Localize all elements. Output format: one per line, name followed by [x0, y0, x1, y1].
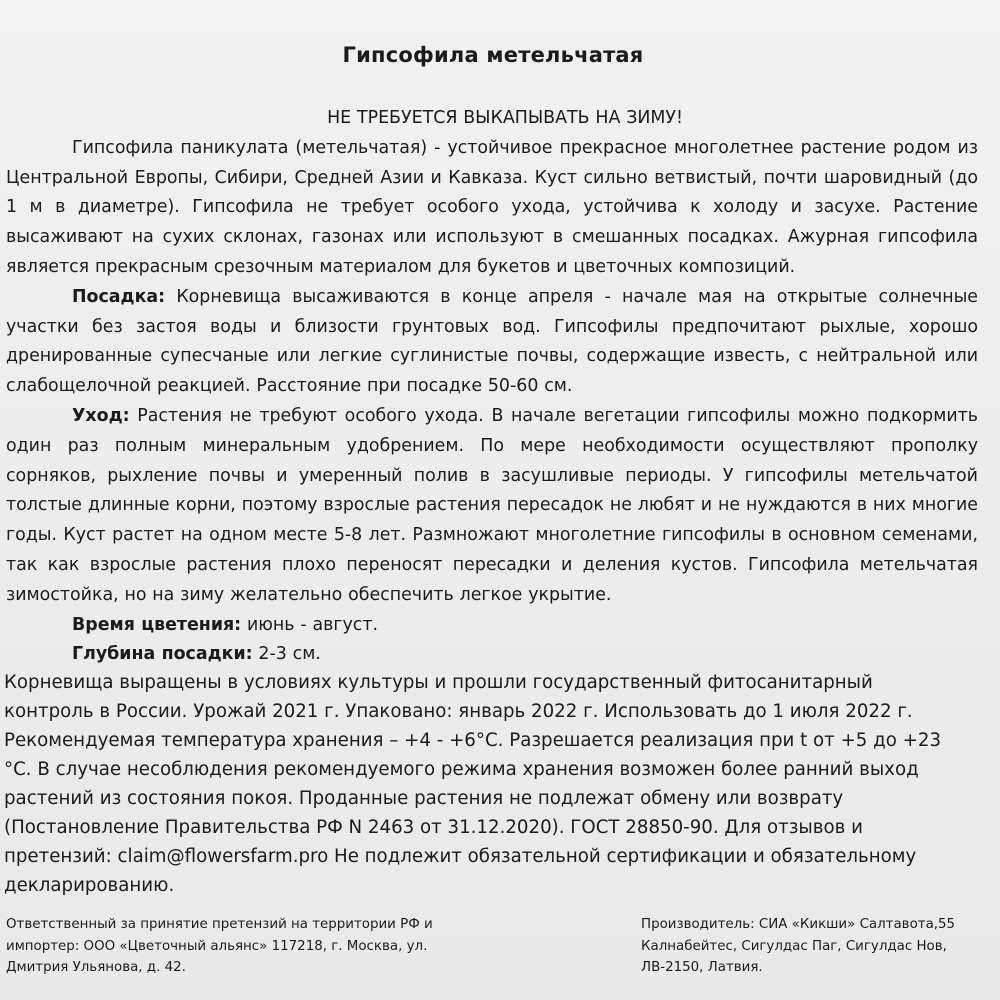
care-paragraph	[6, 402, 978, 611]
depth-row	[6, 640, 978, 670]
legal-paragraph: Корневища выращены в условиях культуры и прошли государственный фитосанитарный контроль в России. Урожай 2021 г. Упаковано: январь 2022 г. Использовать до 1 июля 2022 г. Рекомендуемая температура хранения – +4 - +6°С. Разрешается реализация при t от +5 до +23 °С. В случае несоблюдения рекомендуемого режима хранения возможен более ранний выход растений из состояния покоя. Проданные растения не подлежат обмену или возврату (Постановление Правительства РФ N 2463 от 31.12.2020). ГОСТ 28850-90. Для отзывов и претензий: claim@flowersfarm.pro Не подлежит обязательной сертификации и обязательному декларированию.	[4, 672, 942, 896]
manufacturer-info: Производитель: СИА «Кикши» Салтавота,55 Калнабейтес, Сигулдас Паг, Сигулдас Нов, ЛВ-2150, Латвия.	[641, 917, 956, 975]
winter-notice: НЕ ТРЕБУЕТСЯ ВЫКАПЫВАТЬ НА ЗИМУ!	[327, 108, 683, 128]
planting-paragraph	[6, 283, 978, 402]
depth-value: 2-3 см.	[258, 644, 321, 665]
bloom-row	[6, 611, 978, 641]
page-title: Гипсофила метельчатая	[342, 43, 644, 67]
care-text: Растения не требуют особого ухода. В начале вегетации гипсофилы можно подкормить один раз полным минеральным удобрением. По мере необходимости осуществляют прополку сорняков, рыхление почвы и умеренный полив в засушливые периоды. У гипсофилы метельчатой толстые длинные корни, поэтому взрослые растения пересадок не любят и не нуждаются в них многие годы. Куст растет на одном месте 5-8 лет. Размножают многолетние гипсофилы в основном семенами, так как взрослые растения плохо переносят пересадки и деления кустов. Гипсофила метельчатая зимостойка, но на зиму желательно обеспечить легкое укрытие.	[6, 405, 979, 605]
depth-label: Глубина посадки:	[72, 644, 253, 665]
care-label: Уход:	[72, 405, 130, 426]
intro-paragraph: Гипсофила паникулата (метельчатая) - устойчивое прекрасное многолетнее растение родом из Центральной Европы, Сибири, Средней Азии и Кавказа. Куст сильно ветвистый, почти шаровидный (до 1 м в диаметре). Гипсофила не требует особого ухода, устойчива к холоду и засухе. Растение высаживают на сухих склонах, газонах или используют в смешанных посадках. Ажурная гипсофила является прекрасным срезочным материалом для букетов и цветочных композиций.	[6, 137, 978, 277]
importer-info: Ответственный за принятие претензий на территории РФ и импортер: ООО «Цветочный альянс» 117218, г. Москва, ул. Дмитрия Ульянова, д. 42.	[6, 917, 433, 975]
bloom-label: Время цветения:	[72, 614, 242, 635]
planting-label: Посадка:	[72, 286, 166, 307]
description-block	[6, 104, 978, 670]
planting-text: Корневища высаживаются в конце апреля - начале мая на открытые солнечные участки без застоя воды и близости грунтовых вод. Гипсофилы предпочитают рыхлые, хорошо дренированные супесчаные или легкие суглинистые почвы, содержащие известь, с нейтральной или слабощелочной реакцией. Расстояние при посадке 50-60 см.	[6, 286, 978, 397]
bloom-value: июнь - август.	[246, 614, 378, 635]
